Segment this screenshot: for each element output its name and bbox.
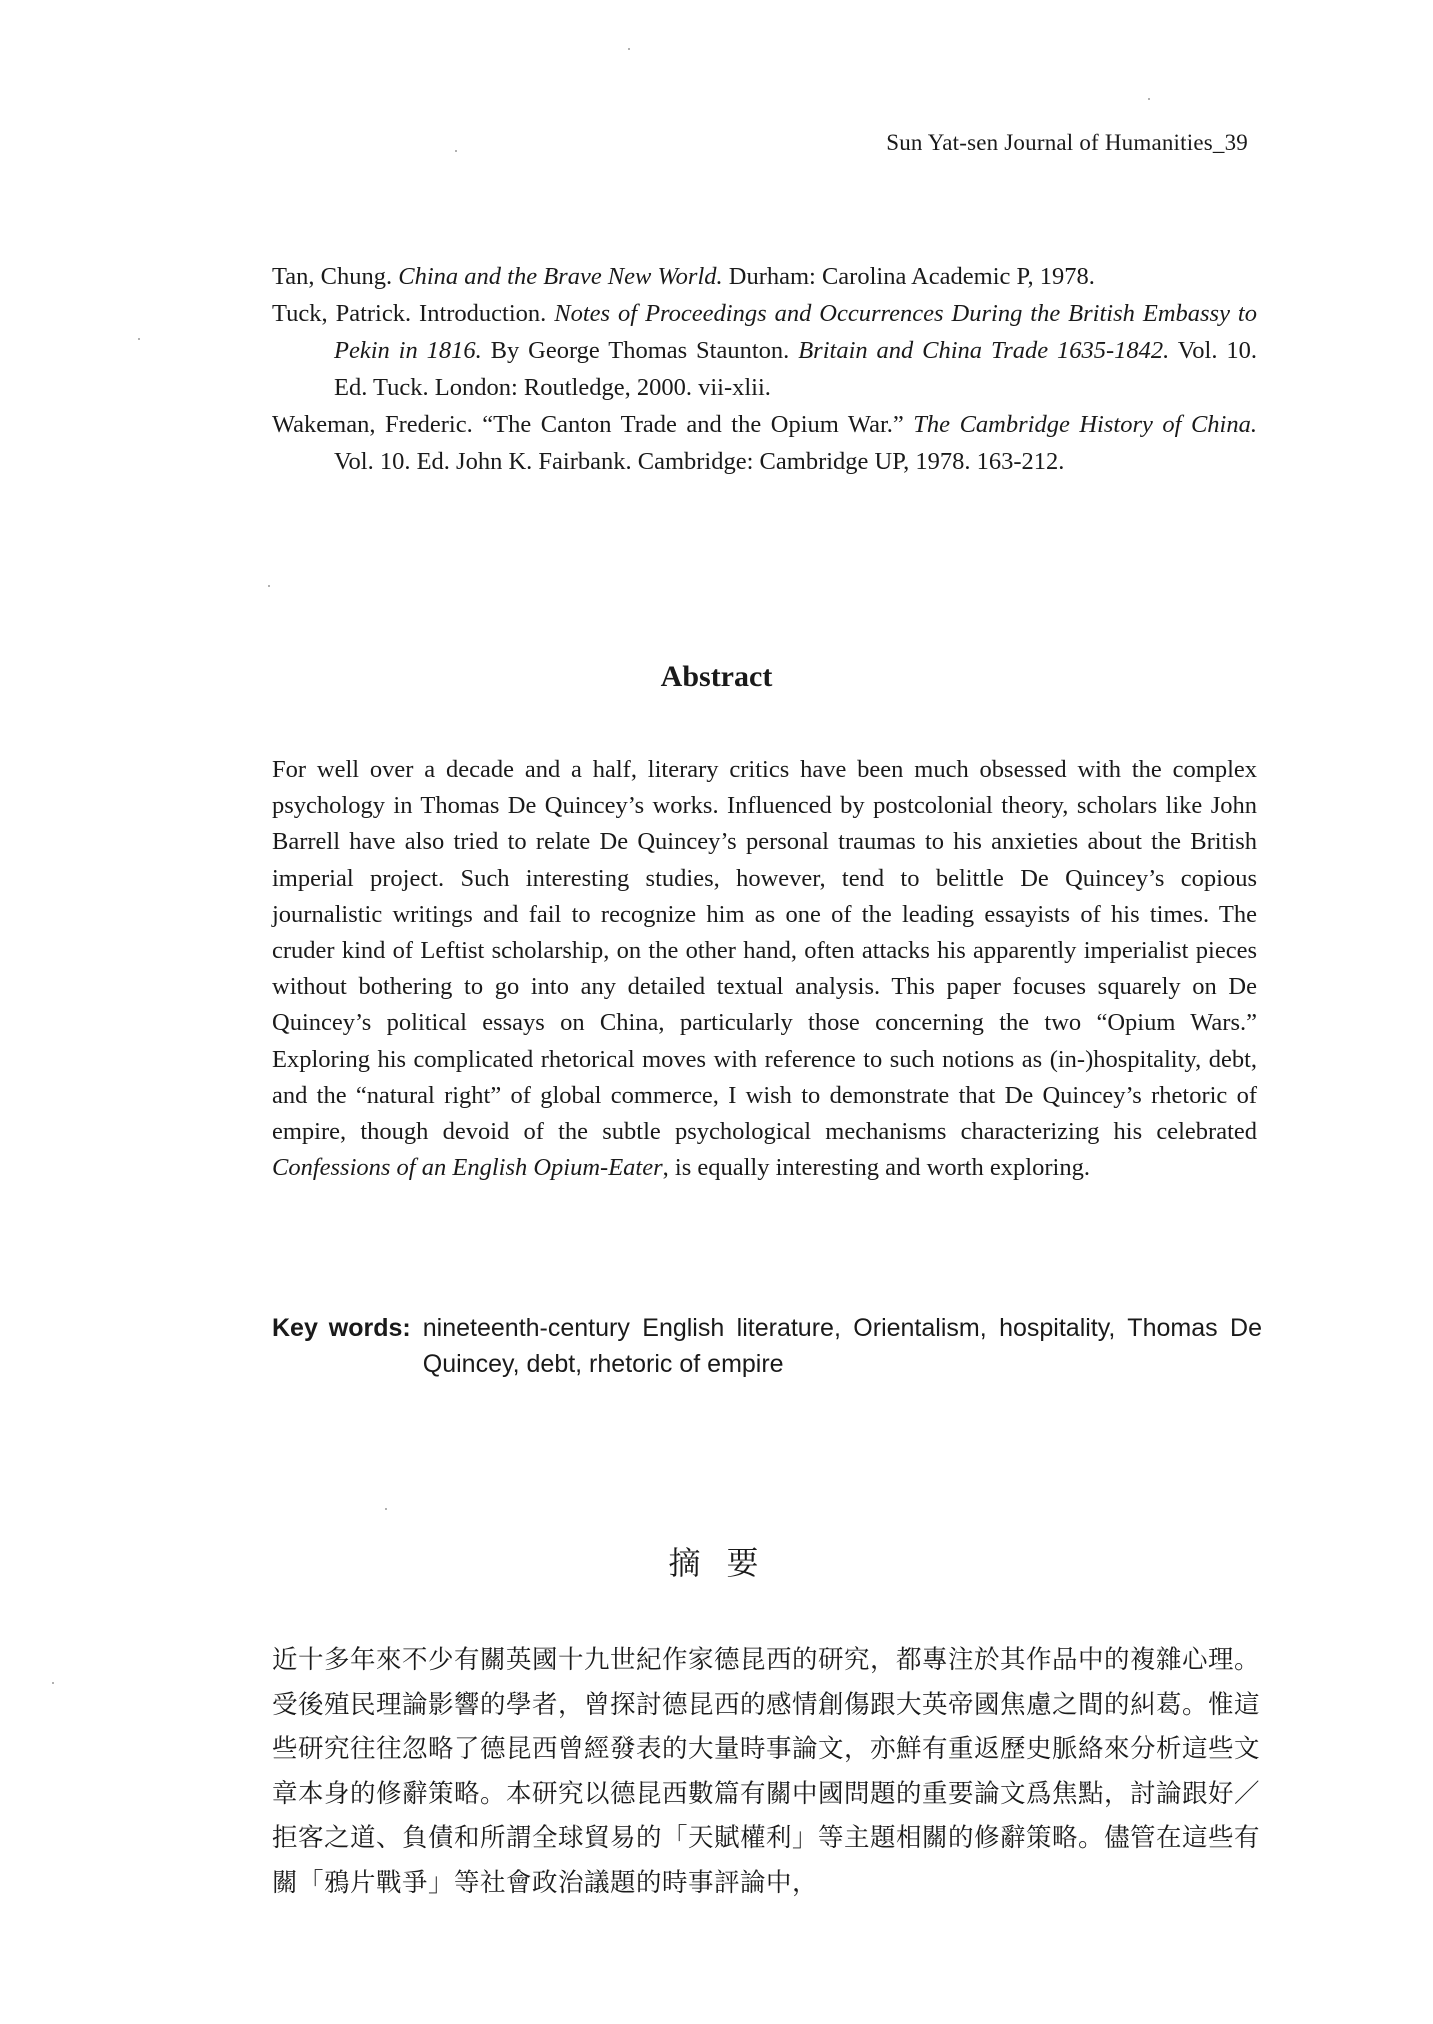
reference-publication: Vol. 10. Ed. Tuck. London: Routledge, 2000. vii-xlii. xyxy=(334,337,1257,401)
reference-author: Tuck, Patrick. Introduction. xyxy=(272,300,555,327)
abstract-heading: Abstract xyxy=(660,660,773,693)
running-head: Sun Yat-sen Journal of Humanities_39 xyxy=(886,130,1248,155)
scan-speck xyxy=(455,150,457,152)
keywords-text: nineteenth-century English literature, Orientalism, hospitality, Thomas De Quincey, debt, rhetoric of empire xyxy=(422,1314,1262,1378)
reference-title: Notes of Proceedings and Occurrences During the British Embassy to Pekin in 1816. xyxy=(334,300,1257,364)
reference-title: The Cambridge History of China. xyxy=(913,411,1257,438)
reference-publication: Vol. 10. Ed. John K. Fairbank. Cambridge: Cambridge UP, 1978. 163-212. xyxy=(334,448,1065,475)
keywords-label: Key words: xyxy=(272,1314,411,1342)
scan-speck xyxy=(268,585,270,587)
scan-speck xyxy=(628,48,630,50)
keywords xyxy=(272,1310,1262,1382)
chinese-abstract-heading: 摘要 xyxy=(668,1544,785,1582)
abstract-text: For well over a decade and a half, literary critics have been much obsessed with the complex psychology in Thomas De Quincey’s works. Influenced by postcolonial theory, scholars like John Barrell have also tried to relate De Quincey’s personal traumas to his anxieties about the British imperial project. Such interesting studies, however, tend to belittle De Quincey’s copious journalistic writings and fail to recognize him as one of the leading essayists of his times. The cruder kind of Leftist scholarship, on the other hand, often attacks his apparently imperialist pieces without bothering to go into any detailed textual analysis. This paper focuses squarely on De Quincey’s political essays on China, particularly those concerning the two “Opium Wars.” Exploring his complicated rhetorical moves with reference to such notions as (in-)hospitality, debt, and the “natural right” of global commerce, I wish to demonstrate that De Quincey’s rhetoric of empire, though devoid of the subtle psychological mechanisms characterizing his celebrated xyxy=(272,756,1257,1146)
chinese-abstract-body: 近十多年來不少有關英國十九世紀作家德昆西的研究，都專注於其作品中的複雜心理。受後殖民理論影響的學者，曾探討德昆西的感情創傷跟大英帝國焦慮之間的糾葛。惟這些研究往往忽略了德昆西曾經發表的大量時事論文，亦鮮有重返歷史脈絡來分析這些文章本身的修辭策略。本研究以德昆西數篇有關中國問題的重要論文爲焦點，討論跟好／拒客之道、負債和所謂全球貿易的「天賦權利」等主題相關的修辭策略。儘管在這些有關「鴉片戰爭」等社會政治議題的時事評論中， xyxy=(272,1645,1261,1898)
scan-speck xyxy=(1148,98,1150,100)
abstract-body xyxy=(272,752,1257,1186)
abstract-text-end: , is equally interesting and worth exploring. xyxy=(662,1154,1090,1182)
reference-entry xyxy=(272,295,1257,406)
reference-editor: By George Thomas Staunton. xyxy=(481,337,799,364)
reference-author: Tan, Chung. xyxy=(272,263,399,290)
reference-title: China and the Brave New World. xyxy=(398,263,723,290)
reference-author: Wakeman, Frederic. “The Canton Trade and the Opium War.” xyxy=(272,411,914,438)
reference-entry xyxy=(272,258,1257,295)
scan-speck xyxy=(138,338,140,340)
reference-publication: Durham: Carolina Academic P, 1978. xyxy=(722,263,1095,290)
scan-speck xyxy=(52,1682,54,1684)
abstract-italic-title: Confessions of an English Opium-Eater xyxy=(272,1154,663,1182)
reference-entry xyxy=(272,406,1257,480)
reference-list xyxy=(272,258,1257,480)
reference-series: Britain and China Trade 1635-1842. xyxy=(798,337,1170,364)
scan-speck xyxy=(385,1508,387,1510)
